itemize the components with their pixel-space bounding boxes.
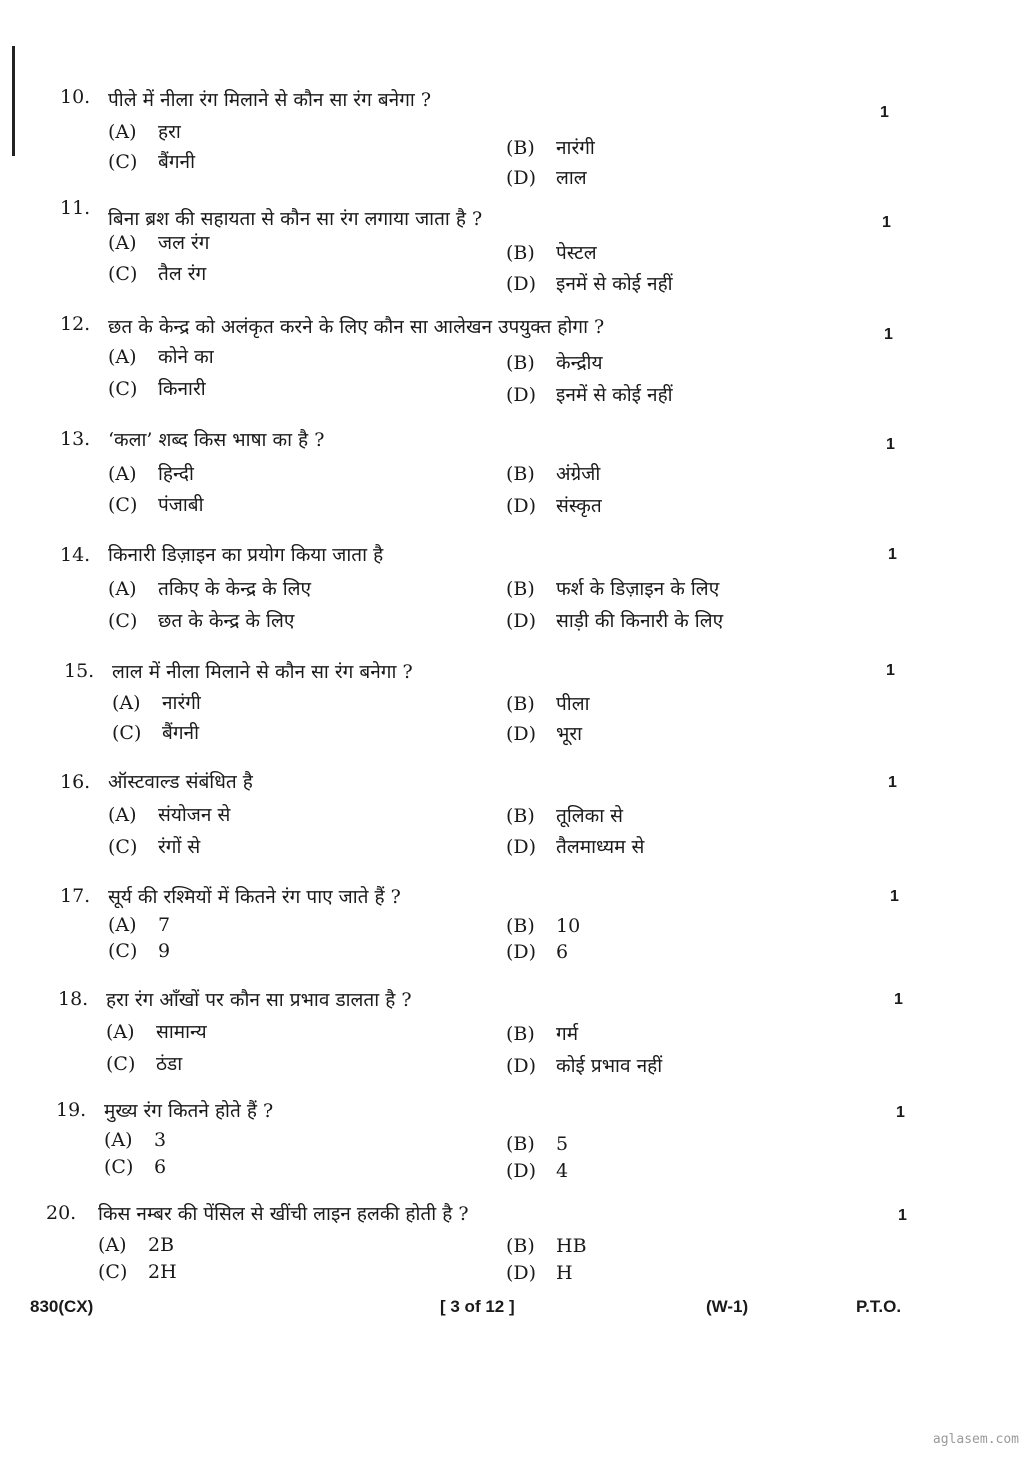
question-text: मुख्य रंग कितने होते हैं ? [104,1100,274,1122]
option-b: (B) HB [506,1235,587,1257]
page-number: [ 3 of 12 ] [440,1297,515,1316]
option-b: (B) केन्द्रीय [506,352,603,374]
marks: 1 [890,888,899,905]
option-c: (C) पंजाबी [108,494,204,516]
question-text: छत के केन्द्र को अलंकृत करने के लिए कौन सा आलेखन उपयुक्त होगा ? [108,316,605,338]
marks: 1 [882,214,891,231]
marks: 1 [884,326,893,343]
option-d: (D) H [506,1262,573,1284]
question-number: 17. [60,885,91,907]
option-d: (D) भूरा [506,723,583,745]
option-c: (C) छत के केन्द्र के लिए [108,610,295,632]
option-b: (B) नारंगी [506,137,595,159]
option-b: (B) गर्म [506,1023,579,1045]
marks: 1 [886,662,895,679]
option-c: (C) 2H [98,1261,177,1283]
question-text: किस नम्बर की पेंसिल से खींची लाइन हलकी होती है ? [98,1203,469,1225]
option-a: (A) तकिए के केन्द्र के लिए [108,578,312,600]
question-text: ‘कला’ शब्द किस भाषा का है ? [108,429,325,451]
option-b: (B) अंग्रेजी [506,463,601,485]
option-d: (D) 4 [506,1160,569,1182]
question-text: सूर्य की रश्मियों में कितने रंग पाए जाते हैं ? [108,886,401,908]
paper-code: 830(CX) [30,1297,94,1316]
watermark: aglasem.com [932,1432,1019,1447]
option-a: (A) हिन्दी [108,463,194,485]
question-number: 11. [60,197,91,219]
option-d: (D) संस्कृत [506,495,602,517]
option-b: (B) 10 [506,915,581,937]
option-b: (B) फर्श के डिज़ाइन के लिए [506,578,720,600]
marks: 1 [898,1207,907,1224]
option-c: (C) किनारी [108,378,206,400]
option-c: (C) बैंगनी [108,151,196,173]
option-d: (D) इनमें से कोई नहीं [506,273,673,295]
option-d: (D) साड़ी की किनारी के लिए [506,610,724,632]
set-code: (W-1) [706,1297,749,1316]
option-a: (A) 3 [104,1129,167,1151]
option-c: (C) 9 [108,940,171,962]
question-number: 12. [60,313,91,335]
question-text: पीले में नीला रंग मिलाने से कौन सा रंग बनेगा ? [108,89,432,111]
question-text: किनारी डिज़ाइन का प्रयोग किया जाता है [108,544,384,566]
option-a: (A) नारंगी [112,692,201,714]
option-d: (D) लाल [506,167,587,189]
marks: 1 [880,104,889,121]
marks: 1 [896,1104,905,1121]
option-c: (C) बैंगनी [112,722,200,744]
margin-line [12,46,15,156]
option-c: (C) तैल रंग [108,263,207,285]
option-a: (A) सामान्य [106,1021,207,1043]
option-b: (B) 5 [506,1133,569,1155]
question-number: 20. [46,1202,77,1224]
option-a: (A) कोने का [108,346,214,368]
option-a: (A) जल रंग [108,232,210,254]
option-a: (A) हरा [108,121,181,143]
option-b: (B) पेस्टल [506,242,597,264]
question-text: हरा रंग आँखों पर कौन सा प्रभाव डालता है ? [106,989,412,1011]
option-a: (A) संयोजन से [108,804,231,826]
marks: 1 [888,774,897,791]
option-c: (C) 6 [104,1156,167,1178]
marks: 1 [888,546,897,563]
option-c: (C) रंगों से [108,836,201,858]
option-d: (D) इनमें से कोई नहीं [506,384,673,406]
option-b: (B) तूलिका से [506,805,624,827]
option-a: (A) 2B [98,1234,175,1256]
pto-label: P.T.O. [856,1297,902,1316]
option-c: (C) ठंडा [106,1053,183,1075]
question-text: बिना ब्रश की सहायता से कौन सा रंग लगाया जाता है ? [108,208,483,230]
question-number: 14. [60,544,91,566]
question-number: 10. [60,86,91,108]
marks: 1 [886,436,895,453]
option-d: (D) कोई प्रभाव नहीं [506,1055,663,1077]
question-text: लाल में नीला मिलाने से कौन सा रंग बनेगा ? [112,661,413,683]
option-d: (D) 6 [506,941,569,963]
question-number: 16. [60,771,91,793]
marks: 1 [894,991,903,1008]
option-a: (A) 7 [108,914,171,936]
question-number: 13. [60,428,91,450]
question-number: 18. [58,988,89,1010]
question-number: 15. [64,660,95,682]
question-number: 19. [56,1099,87,1121]
question-text: ऑस्टवाल्ड संबंधित है [108,771,253,793]
option-d: (D) तैलमाध्यम से [506,836,645,858]
option-b: (B) पीला [506,693,590,715]
